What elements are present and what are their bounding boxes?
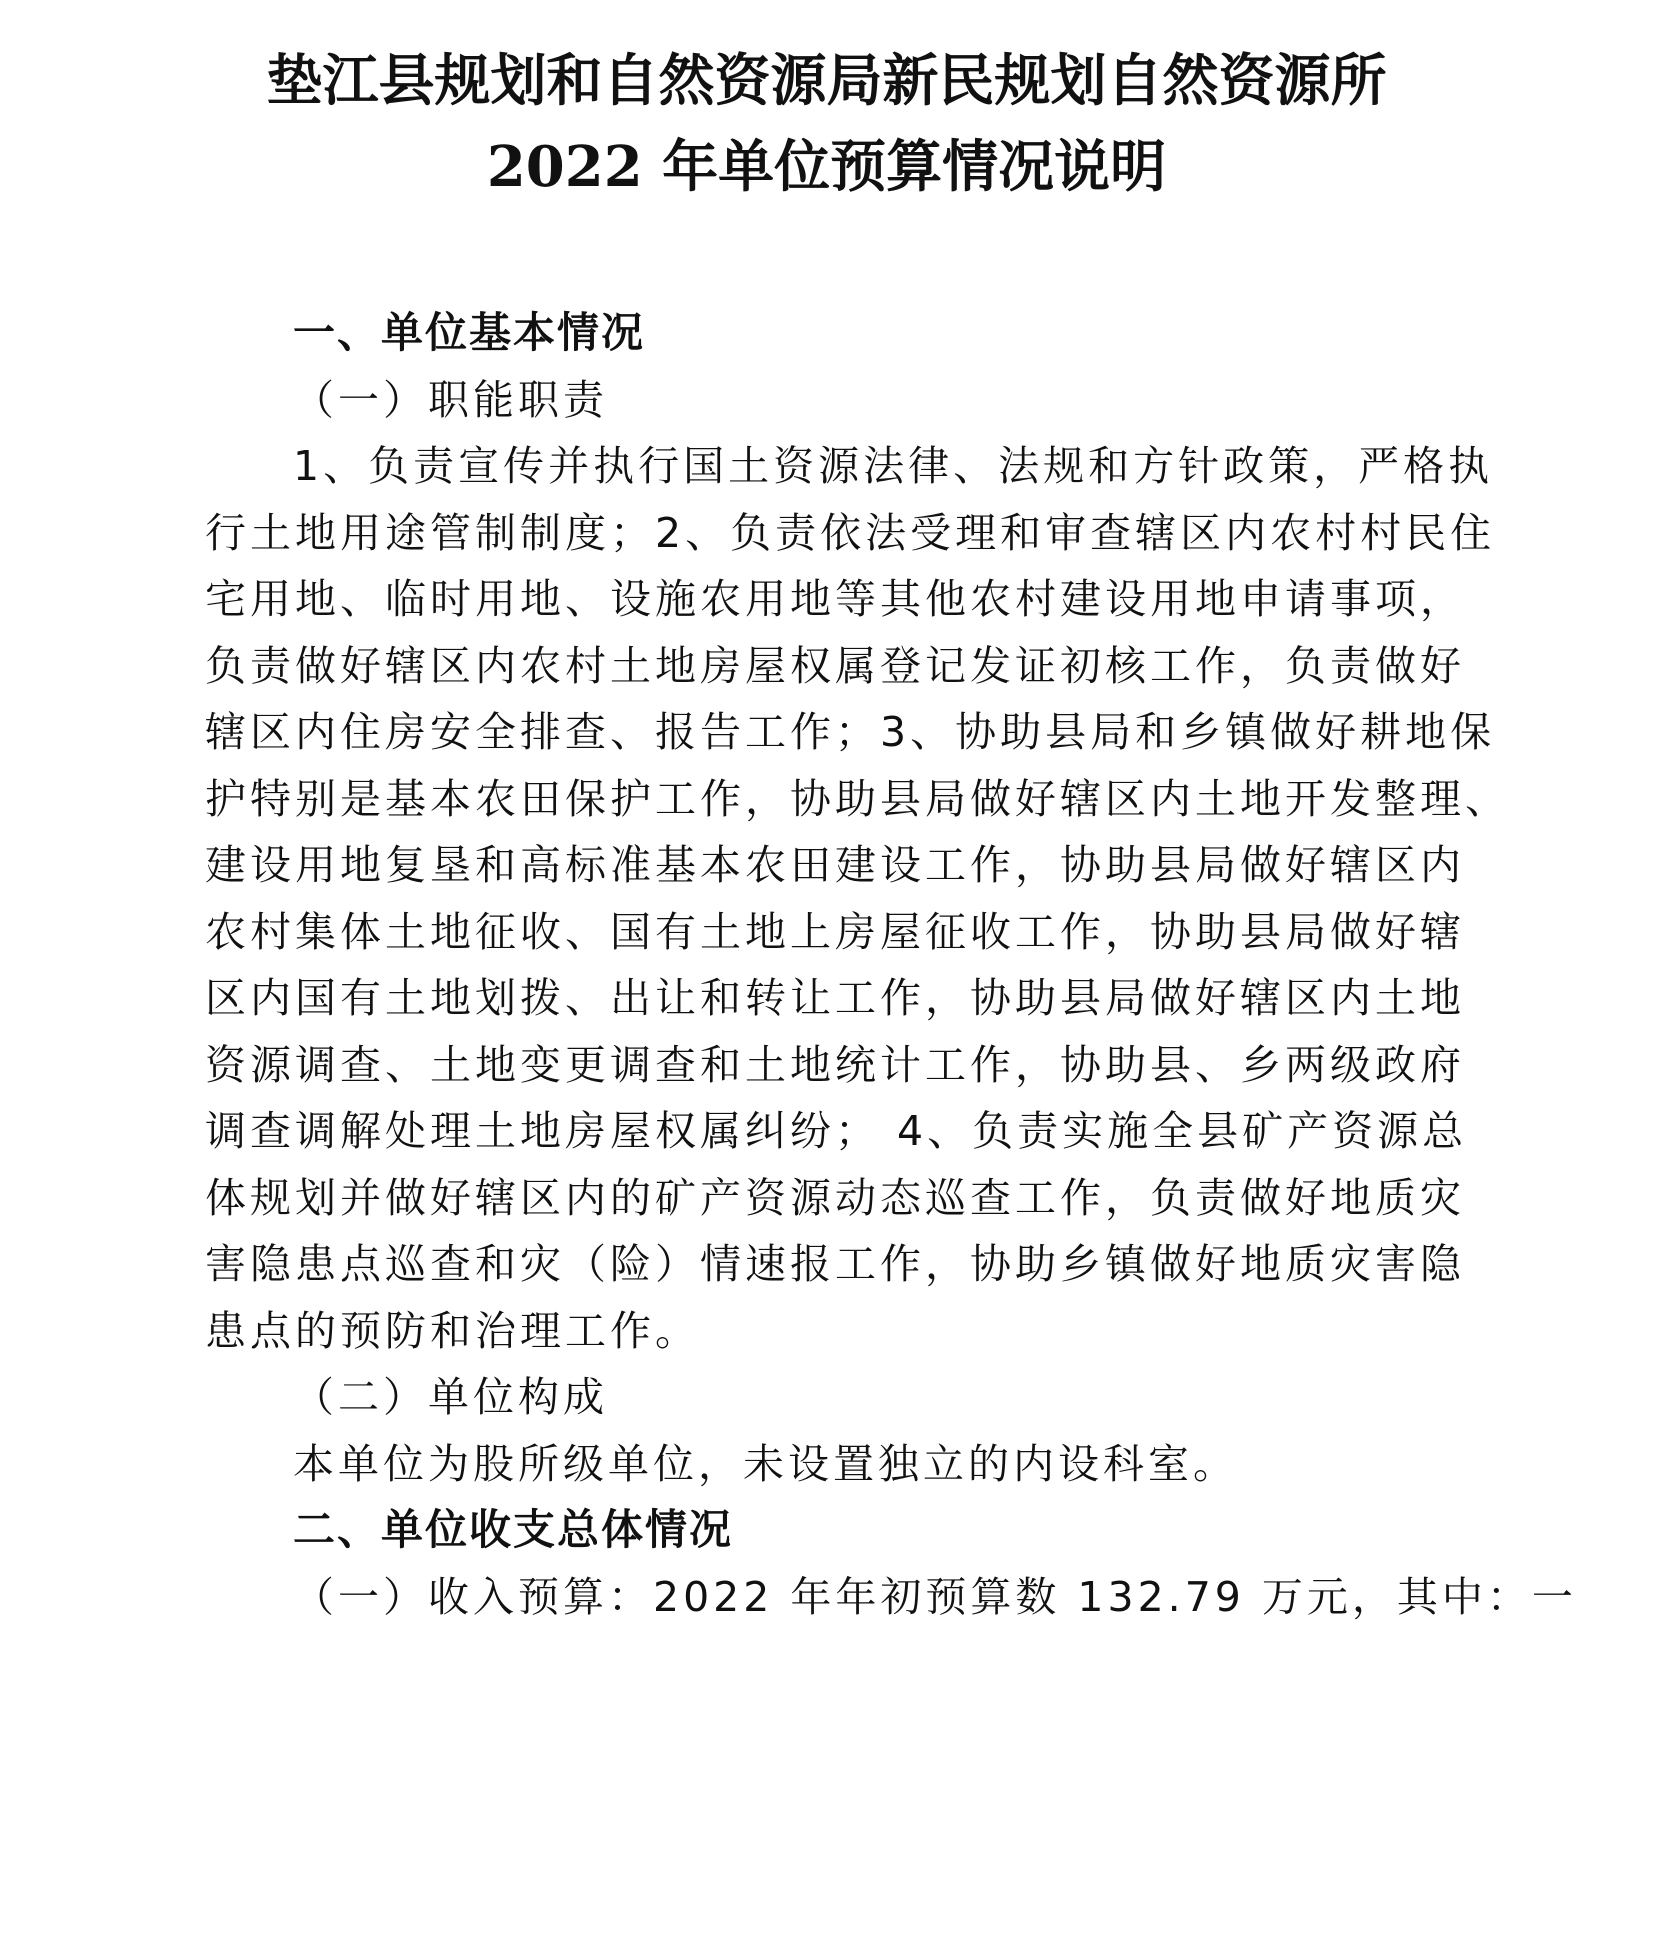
paragraph-line: 护特别是基本农田保护工作，协助县局做好辖区内土地开发整理、 <box>205 774 1510 823</box>
paragraph-line: 调查调解处理土地房屋权属纠纷； 4、负责实施全县矿产资源总 <box>205 1107 1468 1155</box>
paragraph-line: 农村集体土地征收、国有土地上房屋征收工作，协助县局做好辖 <box>205 907 1465 956</box>
paragraph-line: 患点的预防和治理工作。 <box>205 1306 700 1355</box>
title-line-2: 2022 年单位预算情况说明 <box>486 134 1167 200</box>
paragraph-line: 害隐患点巡查和灾（险）情速报工作，协助乡镇做好地质灾害隐 <box>205 1240 1465 1288</box>
paragraph-line: 资源调查、土地变更调查和土地统计工作，协助县、乡两级政府 <box>205 1040 1465 1089</box>
paragraph-income-budget: （一）收入预算：2022 年年初预算数 132.79 万元，其中：一 <box>293 1572 1577 1621</box>
paragraph-functions <box>205 433 1510 1364</box>
section-heading-basic-info: 一、单位基本情况 <box>293 308 646 357</box>
document-title <box>0 38 1653 210</box>
paragraph-line: 区内国有土地划拨、出让和转让工作，协助县局做好辖区内土地 <box>205 974 1465 1022</box>
paragraph-unit-composition: 本单位为股所级单位，未设置独立的内设科室。 <box>293 1439 1238 1488</box>
subheading-unit-composition: （二）单位构成 <box>293 1373 608 1421</box>
document-body <box>205 300 1577 1630</box>
subheading-functions: （一）职能职责 <box>293 375 608 424</box>
paragraph-line: 建设用地复垦和高标准基本农田建设工作，协助县局做好辖区内 <box>205 841 1465 889</box>
paragraph-line: 1、负责宣传并执行国土资源法律、法规和方针政策，严格执 <box>293 442 1494 490</box>
title-line-1: 垫江县规划和自然资源局新民规划自然资源所 <box>266 48 1387 114</box>
paragraph-line: 负责做好辖区内农村土地房屋权属登记发证初核工作，负责做好 <box>205 641 1465 690</box>
paragraph-line: 体规划并做好辖区内的矿产资源动态巡查工作，负责做好地质灾 <box>205 1173 1465 1222</box>
paragraph-line: 行土地用途管制制度；2、负责依法受理和审查辖区内农村村民住 <box>205 508 1496 557</box>
paragraph-line: 宅用地、临时用地、设施农用地等其他农村建设用地申请事项， <box>205 575 1465 623</box>
section-heading-income-expenditure: 二、单位收支总体情况 <box>293 1505 734 1554</box>
paragraph-line: 辖区内住房安全排查、报告工作；3、协助县局和乡镇做好耕地保 <box>205 708 1496 756</box>
